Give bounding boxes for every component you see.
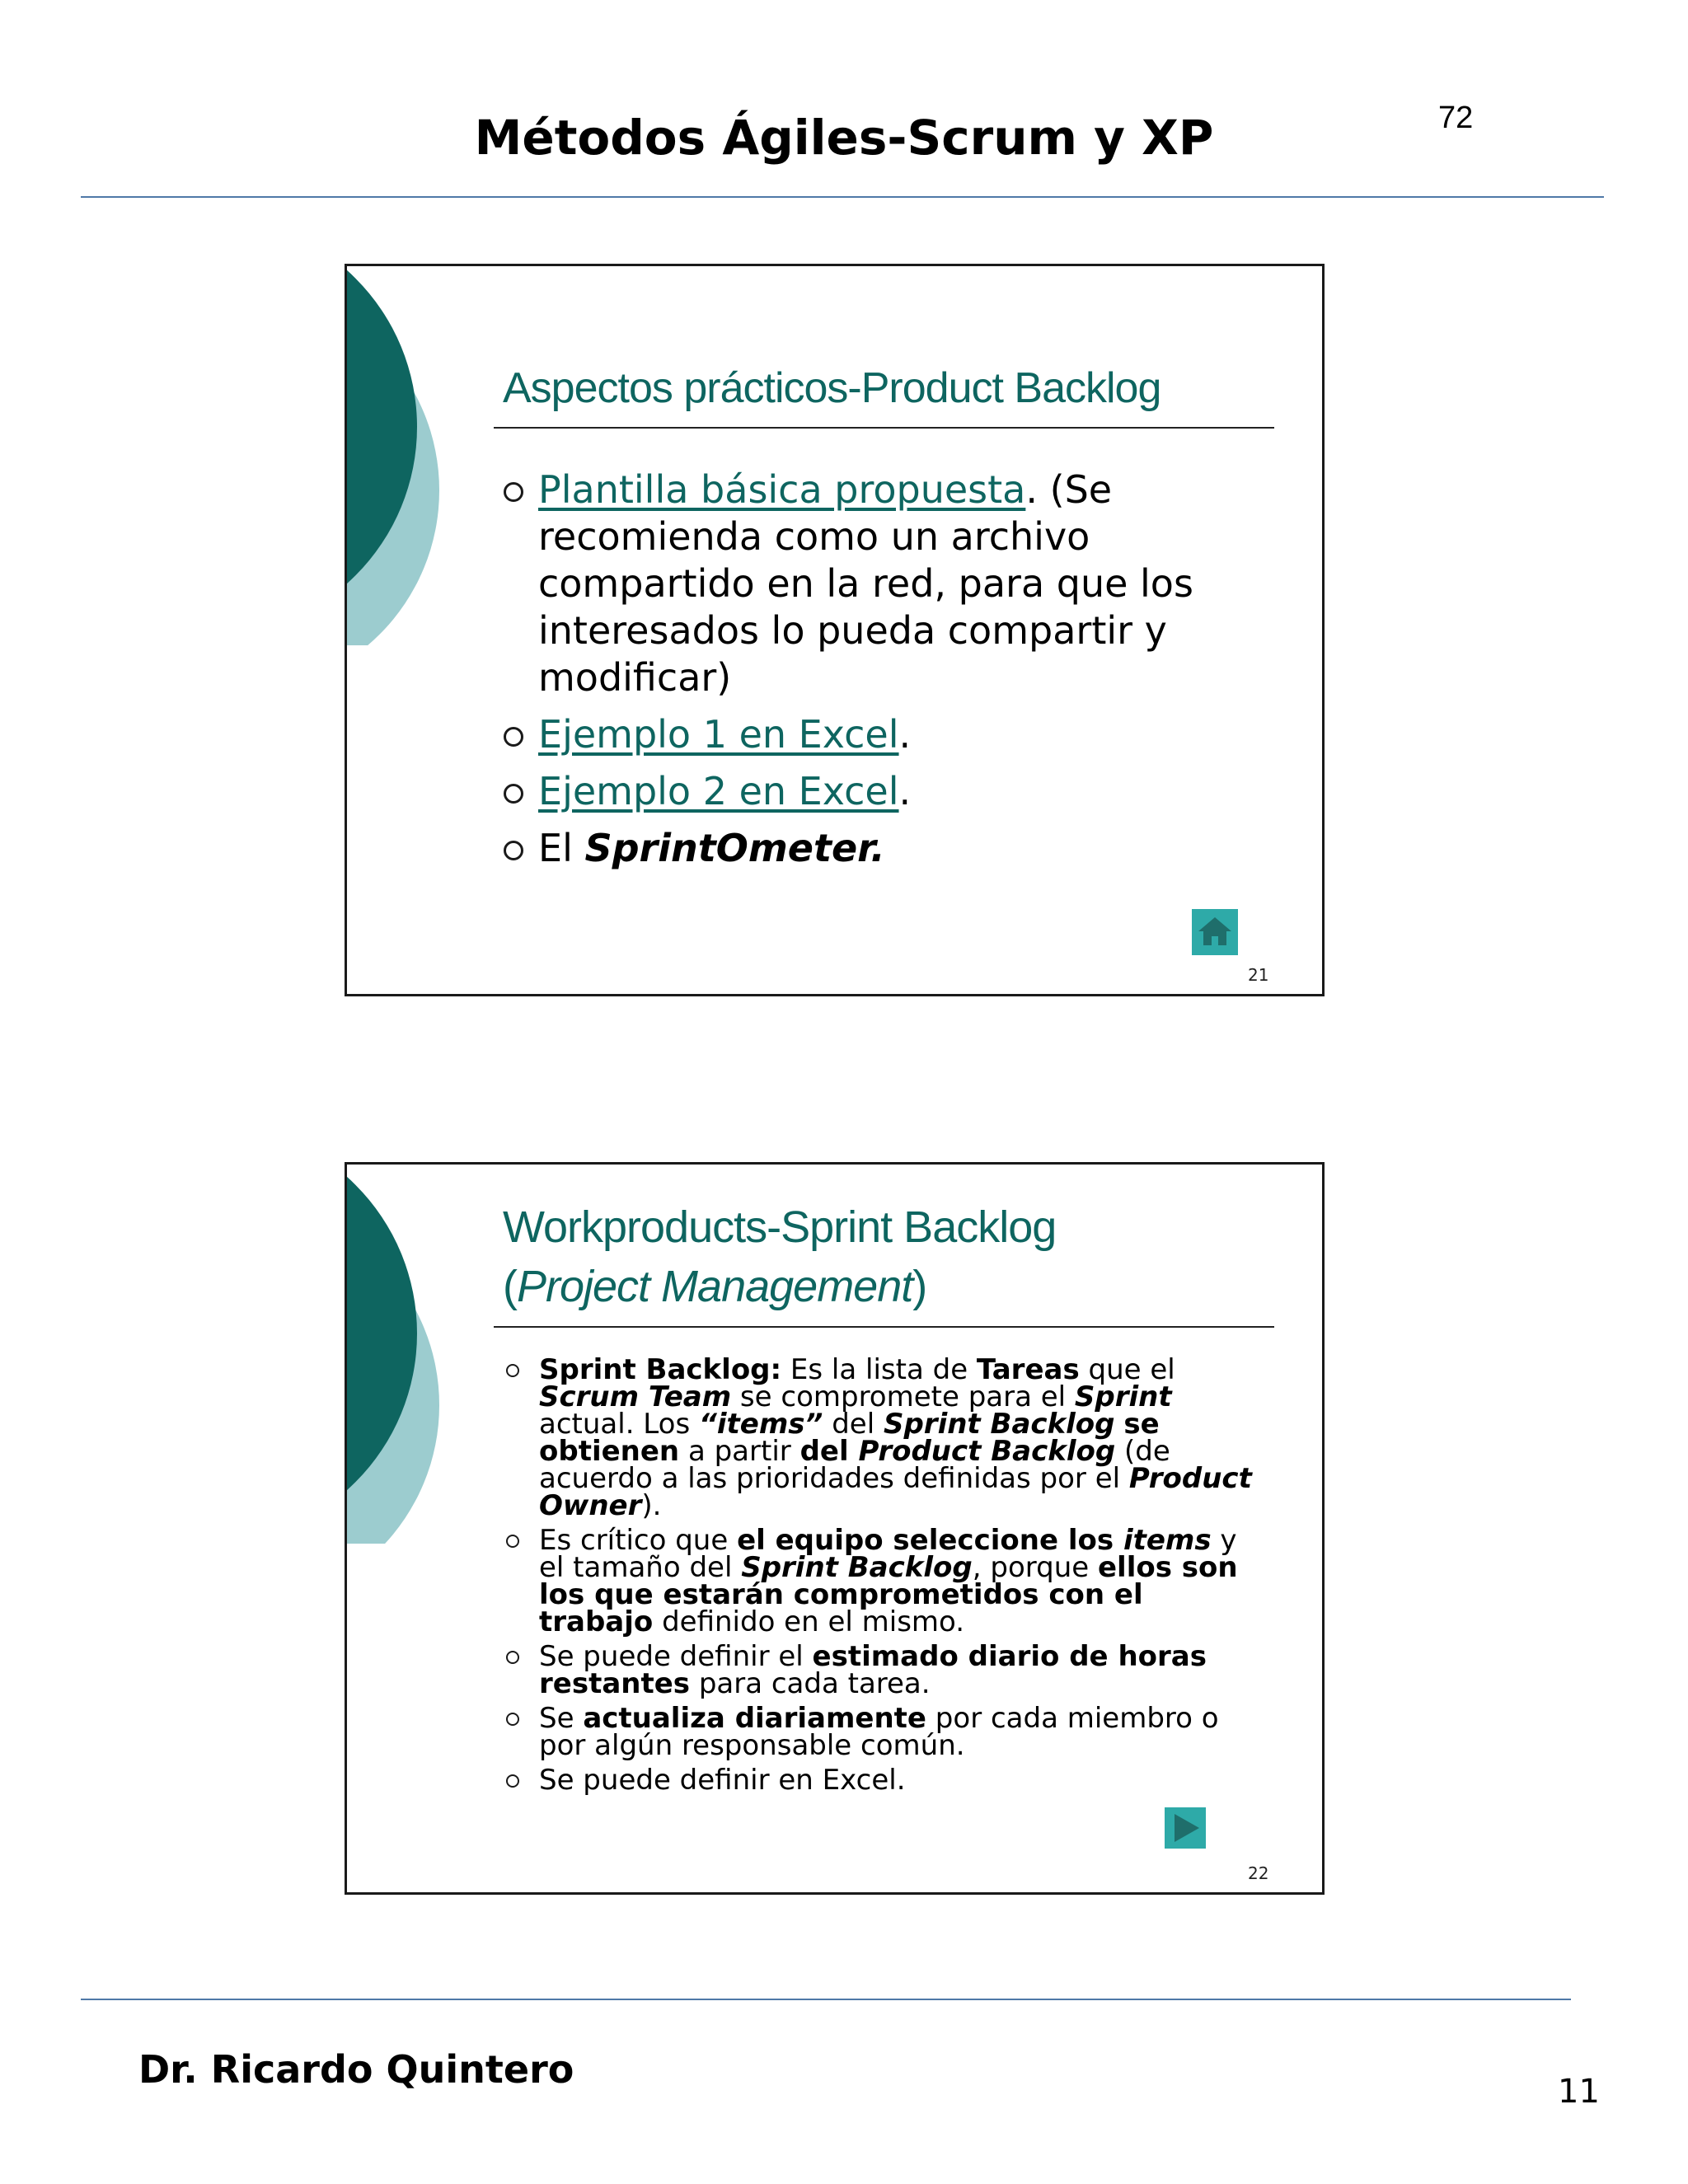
t: a partir bbox=[679, 1435, 800, 1468]
slide-title bbox=[503, 1197, 1289, 1316]
list-item bbox=[504, 825, 1262, 872]
t: para cada tarea. bbox=[690, 1667, 931, 1700]
list-item bbox=[504, 1764, 1262, 1797]
t: Sprint Backlog bbox=[883, 1408, 1115, 1441]
page-number-top: 72 bbox=[1438, 101, 1474, 135]
t: definido en el mismo. bbox=[653, 1605, 965, 1638]
page-title: Métodos Ágiles-Scrum y XP bbox=[474, 110, 1214, 166]
t: que el bbox=[1079, 1353, 1175, 1386]
bullet-icon bbox=[504, 841, 523, 860]
t: actualiza diariamente bbox=[583, 1702, 926, 1735]
list-item bbox=[504, 1524, 1262, 1638]
slide-decoration bbox=[347, 266, 446, 645]
slide-title-divider bbox=[494, 1326, 1274, 1328]
t: Se bbox=[539, 1702, 584, 1735]
t: estimado diario de horas restantes bbox=[539, 1640, 1207, 1700]
title-italic: Project Management bbox=[516, 1262, 913, 1311]
t: Tareas bbox=[976, 1353, 1080, 1386]
bullet-icon bbox=[504, 727, 523, 747]
t: Es crítico que bbox=[539, 1524, 738, 1557]
bullet-icon bbox=[506, 1713, 519, 1726]
list-item bbox=[504, 768, 1262, 815]
t: “items” bbox=[698, 1408, 823, 1441]
list-item bbox=[504, 466, 1262, 701]
t: Se puede definir en Excel. bbox=[539, 1764, 906, 1797]
bullet-icon bbox=[506, 1651, 519, 1664]
plantilla-link[interactable]: Plantilla básica propuesta bbox=[538, 467, 1026, 512]
slide-title: Aspectos prácticos-Product Backlog bbox=[503, 364, 1161, 412]
bullet-list bbox=[504, 1353, 1262, 1802]
bullet-icon bbox=[504, 784, 523, 804]
paren-open: ( bbox=[503, 1262, 517, 1311]
bullet-icon bbox=[506, 1364, 519, 1377]
paren-close: ) bbox=[912, 1262, 927, 1311]
t: Product Owner bbox=[539, 1462, 1252, 1522]
play-icon bbox=[1165, 1807, 1206, 1849]
list-item bbox=[504, 711, 1262, 758]
t: Sprint bbox=[1074, 1380, 1172, 1413]
t: del bbox=[799, 1435, 859, 1468]
slide-title-divider bbox=[494, 427, 1274, 429]
item-text: El bbox=[538, 826, 585, 870]
t: ). bbox=[641, 1489, 662, 1522]
slide-21 bbox=[345, 264, 1325, 996]
t: Scrum Team bbox=[539, 1380, 732, 1413]
home-icon bbox=[1192, 909, 1238, 955]
t: items bbox=[1123, 1524, 1212, 1557]
ejemplo-2-link[interactable]: Ejemplo 2 en Excel bbox=[538, 769, 899, 813]
item-text: . bbox=[898, 712, 912, 757]
t: actual. Los bbox=[539, 1408, 699, 1441]
next-button[interactable] bbox=[1165, 1807, 1206, 1849]
slide-number: 22 bbox=[1248, 1863, 1269, 1883]
footer-divider bbox=[81, 1999, 1571, 2000]
item-text: . (Se recomienda como un archivo compartido en la red, para que los interesados lo pueda compartir y modificar) bbox=[538, 467, 1193, 700]
bullet-icon bbox=[506, 1774, 519, 1788]
t: por cada miembro o por algún responsable común. bbox=[539, 1702, 1219, 1762]
list-item bbox=[504, 1702, 1262, 1762]
t: y el tamaño del bbox=[539, 1524, 1237, 1584]
t: el equipo seleccione los bbox=[737, 1524, 1123, 1557]
bullet-icon bbox=[504, 482, 523, 502]
slide-number: 21 bbox=[1248, 965, 1269, 985]
t: Es la lista de bbox=[781, 1353, 977, 1386]
slide-22 bbox=[345, 1162, 1325, 1895]
t: Sprint Backlog: bbox=[539, 1353, 782, 1386]
item-text: . bbox=[898, 769, 912, 813]
bullet-icon bbox=[506, 1535, 519, 1548]
t: Se puede definir el bbox=[539, 1640, 813, 1673]
title-line-1: Workproducts-Sprint Backlog bbox=[503, 1202, 1057, 1252]
t: del bbox=[823, 1408, 884, 1441]
t: (de acuerdo a las prioridades definidas por el bbox=[539, 1435, 1170, 1495]
list-item bbox=[504, 1353, 1262, 1522]
t: , porque bbox=[972, 1551, 1098, 1584]
slide-decoration bbox=[347, 1165, 446, 1544]
footer-author: Dr. Ricardo Quintero bbox=[138, 2047, 574, 2092]
t: se obtienen bbox=[539, 1408, 1160, 1468]
sprintometer-text: SprintOmeter. bbox=[584, 826, 885, 870]
page-number-bottom: 11 bbox=[1558, 2073, 1600, 2111]
t: se compromete para el bbox=[731, 1380, 1075, 1413]
ejemplo-1-link[interactable]: Ejemplo 1 en Excel bbox=[538, 712, 899, 757]
list-item bbox=[504, 1640, 1262, 1700]
home-button[interactable] bbox=[1192, 909, 1238, 955]
t: Product Backlog bbox=[858, 1435, 1116, 1468]
t: ellos son los que estarán comprometidos con el trabajo bbox=[539, 1551, 1238, 1638]
bullet-list bbox=[504, 466, 1262, 882]
t: Sprint Backlog bbox=[741, 1551, 973, 1584]
header-divider bbox=[81, 196, 1604, 198]
